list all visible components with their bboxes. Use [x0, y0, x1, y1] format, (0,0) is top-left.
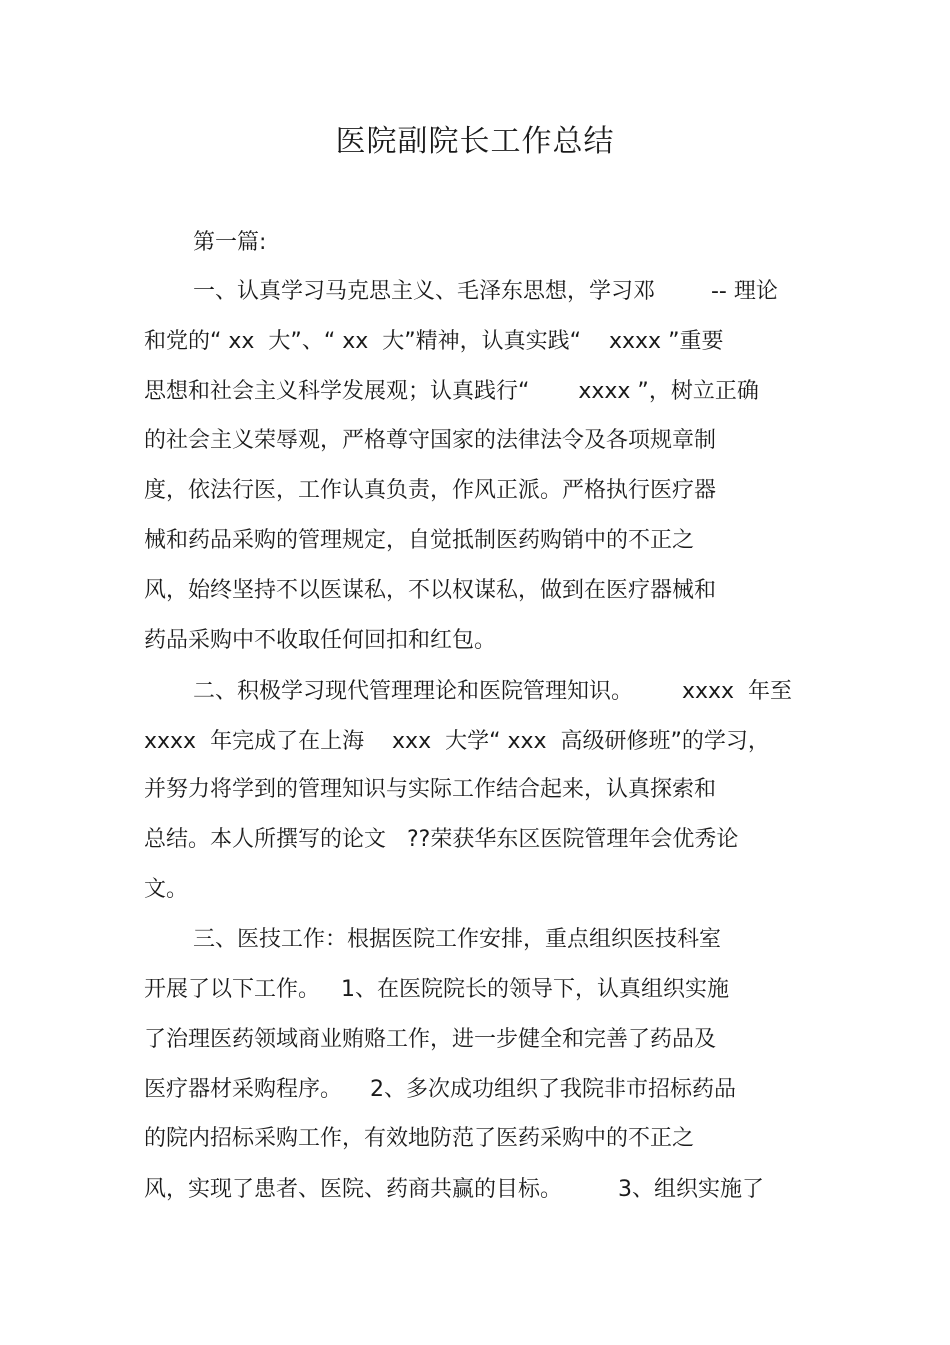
paragraph-line: 药品采购中不收取任何回扣和红包。 — [144, 628, 497, 653]
paragraph-line: 思想和社会主义科学发展观；认真践行“ xxxx ”，树立正确 — [144, 379, 759, 404]
paragraph-line: 的院内招标采购工作，有效地防范了医药采购中的不正之 — [144, 1126, 695, 1151]
paragraph-line: 医疗器材采购程序。 2、多次成功组织了我院非市招标药品 — [144, 1077, 736, 1102]
paragraph-line: 二、积极学习现代管理理论和医院管理知识。 xxxx 年至 — [193, 679, 793, 704]
paragraph-line: 总结。本人所撰写的论文 ??荣获华东区医院管理年会优秀论 — [144, 827, 739, 852]
paragraph-line: 一、认真学习马克思主义、毛泽东思想，学习邓 -- 理论 — [193, 279, 778, 304]
paragraph-line: 风，始终坚持不以医谋私，不以权谋私，做到在医疗器械和 — [144, 578, 717, 603]
paragraph-line: xxxx 年完成了在上海 xxx 大学“ xxx 高级研修班”的学习， — [144, 729, 770, 754]
paragraph-line: 并努力将学到的管理知识与实际工作结合起来，认真探索和 — [144, 777, 717, 802]
section-heading: 第一篇: — [193, 230, 267, 255]
paragraph-line: 度，依法行医，工作认真负责，作风正派。严格执行医疗器 — [144, 478, 717, 503]
paragraph-line: 三、医技工作：根据医院工作安排，重点组织医技科室 — [193, 927, 722, 952]
document-title: 医院副院长工作总结 — [335, 124, 615, 159]
paragraph-line: 的社会主义荣辱观，严格尊守国家的法律法令及各项规章制 — [144, 428, 717, 453]
paragraph-line: 和党的“ xx 大”、“ xx 大”精神，认真实践“ xxxx ”重要 — [144, 329, 724, 354]
paragraph-line: 文。 — [144, 877, 189, 902]
paragraph-line: 开展了以下工作。 1、在医院院长的领导下，认真组织实施 — [144, 977, 729, 1002]
paragraph-line: 了治理医药领域商业贿赂工作，进一步健全和完善了药品及 — [144, 1027, 717, 1052]
paragraph-line: 械和药品采购的管理规定，自觉抵制医药购销中的不正之 — [144, 528, 695, 553]
paragraph-line: 风，实现了患者、医院、药商共赢的目标。 3、组织实施了 — [144, 1177, 764, 1202]
